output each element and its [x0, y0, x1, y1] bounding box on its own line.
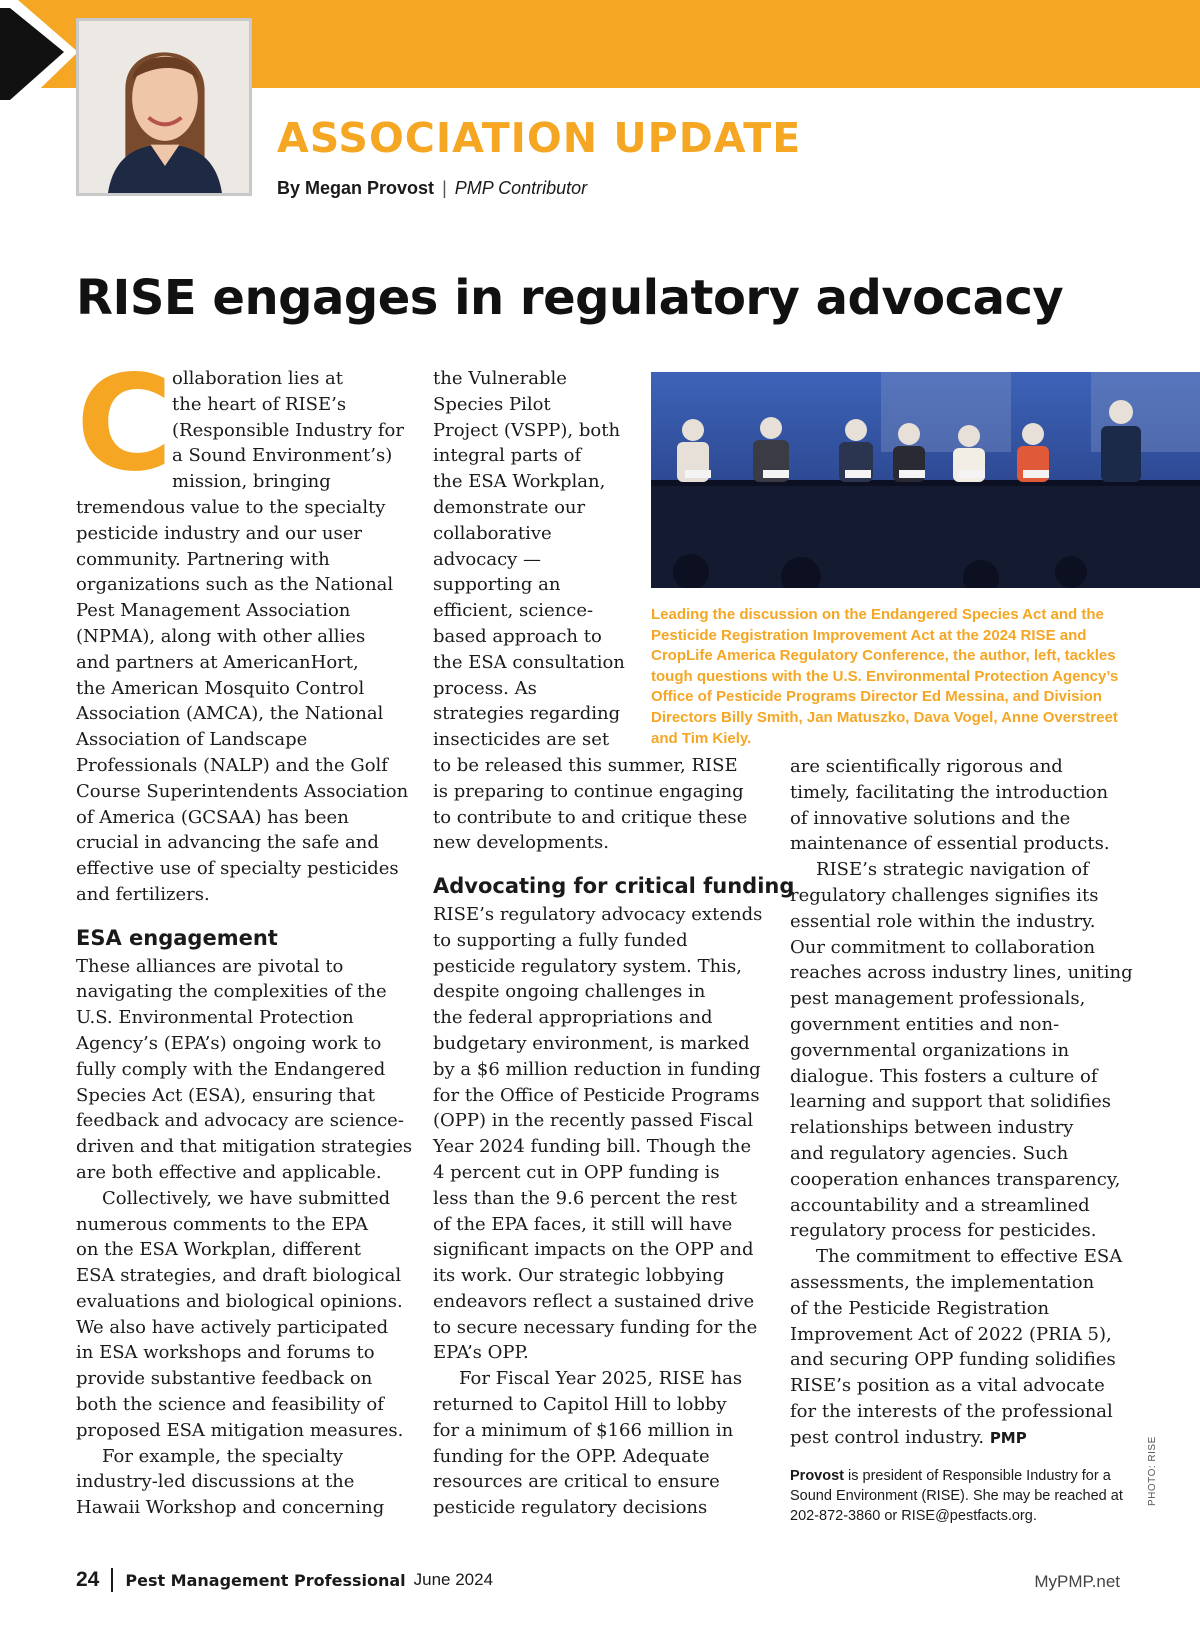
text-line: driven and that mitigation strategies — [76, 1136, 413, 1158]
text-line: navigating the complexities of the — [76, 981, 387, 1003]
text-line: essential role within the industry. — [790, 910, 1096, 932]
text-line: of innovative solutions and the — [790, 807, 1071, 829]
text-line: Course Superintendents Association — [76, 780, 409, 802]
text-line: community. Partnering with — [76, 548, 330, 570]
article-headline: RISE engages in regulatory advocacy — [76, 270, 1064, 326]
photo-credit: PHOTO: RISE — [1147, 1436, 1158, 1506]
byline-role: PMP Contributor — [454, 178, 588, 198]
section-title: ASSOCIATION UPDATE — [277, 114, 802, 162]
text-line: of the Pesticide Registration — [790, 1297, 1050, 1319]
text-line: pesticide industry and our user — [76, 522, 362, 544]
paragraph — [76, 1444, 416, 1521]
text-line: timely, facilitating the introduction — [790, 781, 1109, 803]
text-line: numerous comments to the EPA — [76, 1213, 368, 1235]
text-line: endeavors reflect a sustained drive — [433, 1290, 755, 1312]
bio-line: 202-872-3860 or RISE@pestfacts.org. — [790, 1507, 1037, 1524]
bio-name: Provost — [790, 1467, 844, 1484]
text-line: new developments. — [433, 832, 609, 854]
text-line: (OPP) in the recently passed Fiscal — [433, 1110, 754, 1132]
text-line: The commitment to effective ESA — [816, 1246, 1123, 1268]
article-column-3 — [790, 754, 1133, 1526]
paragraph — [433, 1366, 773, 1521]
text-line: organizations such as the National — [76, 574, 394, 596]
text-line: government entities and non- — [790, 1013, 1060, 1035]
paragraph — [790, 1244, 1130, 1451]
text-line: and regulatory agencies. Such — [790, 1142, 1069, 1164]
text-line: supporting an — [433, 574, 561, 596]
drop-cap: C — [76, 347, 173, 501]
bio-line: is president of Responsible Industry for a — [848, 1467, 1111, 1484]
text-line: 4 percent cut in OPP funding is — [433, 1161, 720, 1183]
text-line: the ESA consultation — [433, 651, 625, 673]
bio-line: Sound Environment (RISE). She may be reached at — [790, 1487, 1123, 1504]
text-line: the ESA Workplan, — [433, 471, 606, 493]
text-line: to be released this summer, RISE — [433, 754, 738, 776]
text-line: and securing OPP funding solidifies — [790, 1349, 1116, 1371]
text-line: maintenance of essential products. — [790, 833, 1110, 855]
text-line: EPA’s OPP. — [433, 1342, 529, 1364]
text-line: Association (AMCA), the National — [76, 703, 384, 725]
text-line: Agency’s (EPA’s) ongoing work to — [76, 1032, 382, 1054]
text-line: For Fiscal Year 2025, RISE has — [459, 1368, 743, 1390]
text-line: crucial in advancing the safe and — [76, 832, 379, 854]
text-line: assessments, the implementation — [790, 1271, 1095, 1293]
text-line: on the ESA Workplan, different — [76, 1239, 362, 1261]
text-line: proposed ESA mitigation measures. — [76, 1419, 404, 1441]
paragraph — [76, 954, 416, 1186]
text-line: are both effective and applicable. — [76, 1161, 382, 1183]
text-line: to supporting a fully funded — [433, 929, 688, 951]
text-line: governmental organizations in — [790, 1039, 1070, 1061]
dropcap-paragraph — [76, 347, 416, 501]
last-line-text: pest control industry. — [790, 1426, 985, 1448]
text-line: resources are critical to ensure — [433, 1471, 720, 1493]
text-line: For example, the specialty — [102, 1445, 343, 1467]
text-line: insecticides are set — [433, 729, 610, 751]
panel-photo — [651, 372, 1200, 588]
text-line: budgetary environment, is marked — [433, 1032, 750, 1054]
text-line: regulatory challenges signifies its — [790, 884, 1099, 906]
text-line: RISE’s regulatory advocacy extends — [433, 903, 763, 925]
text-line: provide substantive feedback on — [76, 1368, 373, 1390]
text-line — [790, 1425, 1130, 1452]
text-line: U.S. Environmental Protection — [76, 1007, 354, 1029]
text-line: advocacy — — [433, 548, 542, 570]
text-line: Association of Landscape — [76, 729, 308, 751]
paragraph — [790, 754, 1130, 857]
article-column-1 — [76, 347, 416, 1521]
text-line: fully comply with the Endangered — [76, 1058, 386, 1080]
text-line: of America (GCSAA) has been — [76, 806, 349, 828]
text-line: Species Pilot — [433, 393, 551, 415]
text-line: by a $6 million reduction in funding — [433, 1058, 761, 1080]
text-line: for the Office of Pesticide Programs — [433, 1084, 760, 1106]
text-line: ollaboration lies at — [172, 368, 344, 389]
text-line: industry-led discussions at the — [76, 1471, 355, 1493]
text-line: its work. Our strategic lobbying — [433, 1265, 725, 1287]
text-line: and fertilizers. — [76, 883, 210, 905]
intro-paragraph — [76, 495, 416, 908]
text-line: demonstrate our — [433, 496, 586, 518]
text-line: We also have actively participated — [76, 1316, 389, 1338]
text-line: Collectively, we have submitted — [102, 1187, 391, 1209]
website-link[interactable]: MyPMP.net — [1034, 1572, 1120, 1591]
byline-separator: | — [442, 178, 447, 198]
text-line: and partners at AmericanHort, — [76, 651, 359, 673]
text-line: pesticide regulatory decisions — [433, 1497, 708, 1519]
text-line: Professionals (NALP) and the Golf — [76, 754, 388, 776]
text-line: of the EPA faces, it still will have — [433, 1213, 733, 1235]
text-line: Year 2024 funding bill. Though the — [433, 1136, 752, 1158]
page-number: 24 — [76, 1568, 100, 1591]
subhead-esa-engagement: ESA engagement — [76, 925, 278, 950]
text-line: accountability and a streamlined — [790, 1194, 1090, 1216]
text-line: Our commitment to collaboration — [790, 936, 1096, 958]
text-line: the Vulnerable — [433, 368, 567, 389]
byline-author: By Megan Provost — [277, 178, 435, 198]
text-line: integral parts of — [433, 445, 582, 467]
text-line: for a minimum of $166 million in — [433, 1419, 734, 1441]
photo-caption: Leading the discussion on the Endangered Species Act and the Pesticide Registration Improvement Act at the 2024 RISE and CropLife America Regulatory Conference, the author, left, tackles tough questions with the U.S. Environmental Protection Agency’s Office of Pesticide Programs Director Ed Messina, and Division Directors Billy Smith, Jan Matuszko, Dava Vogel, Anne Overstreet and Tim Kiely. — [651, 606, 1119, 747]
text-line: returned to Capitol Hill to lobby — [433, 1394, 727, 1416]
text-line: regulatory process for pesticides. — [790, 1220, 1097, 1242]
text-line: funding for the OPP. Adequate — [433, 1445, 710, 1467]
text-line: process. As — [433, 677, 537, 699]
text-line: cooperation enhances transparency, — [790, 1168, 1121, 1190]
author-bio — [790, 1466, 1130, 1526]
text-line: strategies regarding — [433, 703, 621, 725]
magazine-name: Pest Management Professional — [125, 1570, 406, 1590]
text-line: Project (VSPP), both — [433, 419, 621, 441]
text-line: effective use of specialty pesticides — [76, 858, 399, 880]
page-footer — [76, 1568, 493, 1592]
text-line: Pest Management Association — [76, 600, 351, 622]
text-line: a Sound Environment’s) — [172, 445, 393, 467]
text-line: dialogue. This fosters a culture of — [790, 1065, 1098, 1087]
text-line: despite ongoing challenges in — [433, 981, 706, 1003]
text-line: learning and support that solidifies — [790, 1091, 1112, 1113]
issue-date: June 2024 — [413, 1570, 494, 1589]
text-line: to secure necessary funding for the — [433, 1316, 758, 1338]
footer-divider — [111, 1568, 113, 1592]
text-line: for the interests of the professional — [790, 1400, 1113, 1422]
text-line: RISE’s position as a vital advocate — [790, 1375, 1105, 1397]
text-line: mission, bringing — [172, 471, 331, 493]
text-line: the heart of RISE’s — [172, 393, 347, 415]
text-line: relationships between industry — [790, 1117, 1074, 1139]
text-line: Hawaii Workshop and concerning — [76, 1497, 385, 1519]
text-line: collaborative — [433, 522, 552, 544]
text-line: pest management professionals, — [790, 988, 1086, 1010]
paragraph — [76, 1186, 416, 1444]
text-line: reaches across industry lines, uniting — [790, 962, 1133, 984]
end-mark: PMP — [989, 1428, 1027, 1447]
text-line: the American Mosquito Control — [76, 677, 365, 699]
text-line: Improvement Act of 2022 (PRIA 5), — [790, 1323, 1112, 1345]
text-line: These alliances are pivotal to — [76, 955, 344, 977]
text-line: less than the 9.6 percent the rest — [433, 1187, 738, 1209]
text-line: evaluations and biological opinions. — [76, 1290, 403, 1312]
text-line: is preparing to continue engaging — [433, 780, 744, 802]
text-line: (NPMA), along with other allies — [76, 625, 366, 647]
text-line: in ESA workshops and forums to — [76, 1342, 375, 1364]
text-line: feedback and advocacy are science- — [76, 1110, 404, 1132]
text-line: (Responsible Industry for — [172, 419, 404, 441]
text-line: tremendous value to the specialty — [76, 496, 386, 518]
text-line: Species Act (ESA), ensuring that — [76, 1084, 376, 1106]
text-line: efficient, science- — [433, 600, 594, 622]
text-line: RISE’s strategic navigation of — [816, 859, 1089, 881]
text-line: the federal appropriations and — [433, 1007, 713, 1029]
author-portrait — [76, 18, 252, 196]
byline — [277, 178, 587, 199]
text-line: pesticide regulatory system. This, — [433, 955, 742, 977]
paragraph — [433, 902, 773, 1366]
text-line: ESA strategies, and draft biological — [76, 1265, 402, 1287]
subhead-critical-funding: Advocating for critical funding — [433, 874, 795, 899]
text-line: based approach to — [433, 625, 602, 647]
text-line: both the science and feasibility of — [76, 1394, 384, 1416]
paragraph — [790, 857, 1133, 1244]
text-line: to contribute to and critique these — [433, 806, 748, 828]
text-line: are scientifically rigorous and — [790, 756, 1063, 777]
text-line: significant impacts on the OPP and — [433, 1239, 754, 1261]
